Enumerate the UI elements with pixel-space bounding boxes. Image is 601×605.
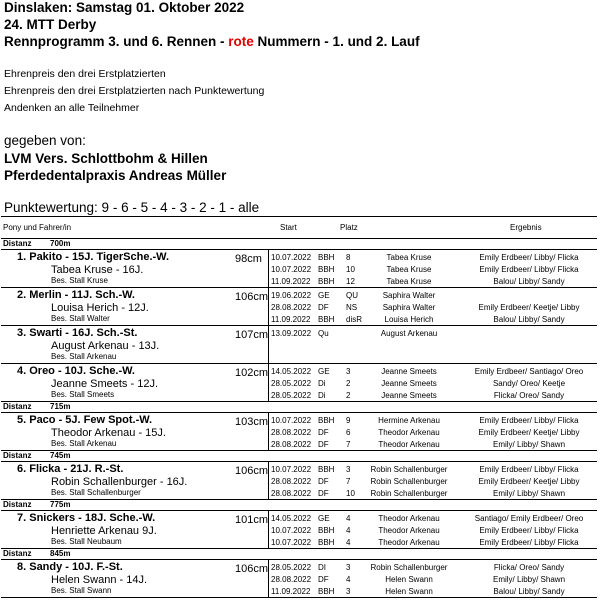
result-driver: August Arkenau [380, 329, 438, 338]
result-ranking: Emily Erdbeer/ Libby/ Flicka [479, 253, 579, 262]
result-place: QU [346, 291, 358, 300]
result-date: 28.08.2022 [271, 489, 312, 498]
result-track: BBH [318, 315, 335, 324]
result-date: 14.05.2022 [271, 367, 312, 376]
distance-value: 745m [50, 451, 71, 460]
result-place: 12 [346, 277, 355, 286]
horse-title: 1. Pakito - 15J. TigerSche.-W. [17, 251, 170, 263]
result-date: 10.07.2022 [271, 526, 312, 535]
result-track: BBH [318, 416, 335, 425]
result-place: 7 [346, 477, 351, 486]
result-driver: Theodor Arkenau [378, 428, 440, 437]
result-place: 4 [346, 526, 351, 535]
result-driver: Saphira Walter [382, 303, 436, 312]
result-ranking: Santiago/ Emily Erdbeer/ Oreo [474, 514, 584, 523]
distance-row [1, 239, 597, 250]
result-place: 3 [346, 465, 351, 474]
column-divider [268, 326, 269, 363]
result-ranking: Flicka/ Oreo/ Sandy [493, 563, 565, 572]
result-track: BBH [318, 253, 335, 262]
horse-entry [1, 511, 597, 549]
col-result: Ergebnis [510, 223, 542, 232]
table-body [1, 239, 597, 598]
result-driver: Louisa Herich [384, 315, 434, 324]
horse-entry [1, 250, 597, 288]
result-track: DI [318, 563, 326, 572]
horse-entry [1, 462, 597, 500]
column-divider [268, 511, 269, 548]
column-divider [268, 364, 269, 401]
horse-entry [1, 560, 597, 598]
result-ranking: Emily Erdbeer/ Libby/ Flicka [479, 416, 579, 425]
result-driver: Tabea Kruse [386, 253, 432, 262]
result-ranking: Emily/ Libby/ Shawn [492, 575, 566, 584]
result-date: 28.08.2022 [271, 428, 312, 437]
horse-height: 101cm [235, 514, 269, 526]
result-date: 11.09.2022 [271, 587, 311, 596]
result-date: 28.08.2022 [271, 477, 312, 486]
result-ranking: Emily Erdbeer/ Libby/ Flicka [479, 526, 579, 535]
horse-title: 7. Snickers - 18J. Sche.-W. [17, 512, 156, 524]
result-driver: Jeanne Smeets [381, 379, 437, 388]
sponsor-1: LVM Vers. Schlottbohm & Hillen [4, 151, 208, 166]
result-date: 10.07.2022 [271, 538, 312, 547]
distance-row [1, 500, 597, 511]
race-table [1, 216, 597, 598]
header-line-3-red: rote [228, 34, 254, 49]
result-place: 8 [346, 253, 351, 262]
result-place: 2 [346, 391, 351, 400]
result-date: 28.05.2022 [271, 379, 312, 388]
column-divider [268, 560, 269, 597]
horse-height: 106cm [235, 465, 269, 477]
result-date: 28.08.2022 [271, 575, 312, 584]
result-place: 3 [346, 587, 351, 596]
result-driver: Theodor Arkenau [378, 538, 440, 547]
result-place: 3 [346, 563, 351, 572]
horse-stable: Bes. Stall Schallenburger [51, 488, 141, 497]
col-pony: Pony und Fahrer/in [3, 223, 72, 232]
result-ranking: Flicka/ Oreo/ Sandy [493, 391, 565, 400]
distance-row [1, 549, 597, 560]
result-track: BBH [318, 465, 335, 474]
result-place: 6 [346, 428, 351, 437]
horse-height: 106cm [235, 291, 269, 303]
horse-stable: Bes. Stall Kruse [51, 276, 108, 285]
horse-stable: Bes. Stall Neubaum [51, 537, 122, 546]
distance-label: Distanz [3, 402, 32, 411]
result-place: 2 [346, 379, 351, 388]
result-date: 10.07.2022 [271, 265, 312, 274]
distance-label: Distanz [3, 500, 32, 509]
horse-height: 102cm [235, 367, 269, 379]
result-driver: Theodor Arkenau [378, 514, 440, 523]
result-track: GE [318, 367, 330, 376]
result-track: DF [318, 440, 329, 449]
column-divider [268, 250, 269, 287]
result-track: BBH [318, 277, 335, 286]
horse-title: 3. Swarti - 16J. Sch.-St. [17, 327, 138, 339]
result-driver: Robin Schallenburger [370, 477, 448, 486]
distance-row [1, 451, 597, 462]
result-date: 28.05.2022 [271, 563, 312, 572]
horse-title: 8. Sandy - 10J. F.-St. [17, 561, 123, 573]
result-driver: Helen Swann [385, 575, 433, 584]
result-driver: Robin Schallenburger [370, 489, 448, 498]
result-driver: Jeanne Smeets [381, 367, 437, 376]
result-ranking: Emily Erdbeer/ Libby/ Flicka [479, 465, 579, 474]
column-divider [268, 288, 269, 325]
horse-entry [1, 326, 597, 364]
result-ranking: Sandy/ Oreo/ Keetje [492, 379, 566, 388]
result-track: DF [318, 489, 329, 498]
result-date: 28.08.2022 [271, 440, 312, 449]
result-ranking: Emily Erdbeer/ Libby/ Flicka [479, 538, 579, 547]
result-driver: Theodor Arkenau [378, 526, 440, 535]
horse-rider: Theodor Arkenau - 15J. [51, 427, 166, 439]
horse-rider: Henriette Arkenau 9J. [51, 525, 157, 537]
points-line: Punktewertung: 9 - 6 - 5 - 4 - 3 - 2 - 1 - alle [4, 200, 260, 215]
result-place: 3 [346, 367, 351, 376]
result-track: DF [318, 575, 329, 584]
header-line-3-a: Rennprogramm 3. und 6. Rennen - [4, 34, 229, 49]
distance-label: Distanz [3, 451, 32, 460]
result-place: 10 [346, 489, 355, 498]
result-date: 14.05.2022 [271, 514, 312, 523]
col-start: Start [280, 223, 297, 232]
result-driver: Tabea Kruse [386, 265, 432, 274]
result-track: GE [318, 514, 330, 523]
distance-value: 700m [50, 239, 71, 248]
result-driver: Tabea Kruse [386, 277, 432, 286]
distance-label: Distanz [3, 239, 32, 248]
result-date: 19.06.2022 [271, 291, 312, 300]
result-ranking: Emily Erdbeer/ Santiago/ Oreo [474, 367, 584, 376]
result-place: 4 [346, 575, 351, 584]
result-date: 10.07.2022 [271, 416, 312, 425]
distance-row [1, 402, 597, 413]
result-date: 28.08.2022 [271, 303, 312, 312]
horse-stable: Bes. Stall Smeets [51, 390, 115, 399]
result-track: BBH [318, 265, 335, 274]
result-ranking: Emily/ Libby/ Shawn [492, 440, 566, 449]
horse-rider: Louisa Herich - 12J. [51, 302, 149, 314]
distance-value: 775m [50, 500, 71, 509]
result-date: 11.09.2022 [271, 315, 311, 324]
result-track: DF [318, 477, 329, 486]
horse-height: 98cm [235, 253, 262, 265]
distance-label: Distanz [3, 549, 32, 558]
horse-title: 4. Oreo - 10J. Sche.-W. [17, 365, 135, 377]
result-date: 10.07.2022 [271, 465, 312, 474]
horse-rider: August Arkenau - 13J. [51, 340, 160, 352]
prize-1: Ehrenpreis den drei Erstplatzierten [4, 68, 166, 80]
horse-entry [1, 364, 597, 402]
horse-height: 103cm [235, 416, 269, 428]
result-track: Di [318, 391, 326, 400]
horse-entry [1, 288, 597, 326]
result-driver: Hermine Arkenau [378, 416, 440, 425]
result-place: 4 [346, 514, 351, 523]
horse-title: 5. Paco - 5J. Few Spot.-W. [17, 414, 153, 426]
result-place: 10 [346, 265, 355, 274]
result-date: 10.07.2022 [271, 253, 312, 262]
horse-stable: Bes. Stall Arkenau [51, 352, 117, 361]
header-line-2: 24. MTT Derby [4, 17, 97, 32]
horse-stable: Bes. Stall Arkenau [51, 439, 117, 448]
result-date: 28.05.2022 [271, 391, 312, 400]
result-track: GE [318, 291, 330, 300]
result-ranking: Emily Erdbeer/ Keetje/ Libby [478, 303, 580, 312]
result-ranking: Emily Erdbeer/ Keetje/ Libby [478, 477, 580, 486]
horse-height: 107cm [235, 329, 269, 341]
result-track: BBH [318, 526, 335, 535]
result-place: 7 [346, 440, 351, 449]
result-driver: Robin Schallenburger [370, 563, 448, 572]
header-line-1: Dinslaken: Samstag 01. Oktober 2022 [4, 0, 245, 15]
column-divider [268, 462, 269, 499]
result-track: DF [318, 428, 329, 437]
horse-rider: Jeanne Smeets - 12J. [51, 378, 159, 390]
result-track: BBH [318, 587, 335, 596]
result-place: 4 [346, 538, 351, 547]
given-by-label: gegeben von: [4, 133, 86, 148]
result-driver: Saphira Walter [382, 291, 436, 300]
result-date: 13.09.2022 [271, 329, 312, 338]
horse-height: 106cm [235, 563, 269, 575]
horse-rider: Robin Schallenburger - 16J. [51, 476, 188, 488]
result-ranking: Balou/ Libby/ Sandy [493, 277, 565, 286]
header-line-3-b: Nummern - 1. und 2. Lauf [253, 34, 420, 49]
result-ranking: Balou/ Libby/ Sandy [493, 587, 565, 596]
horse-rider: Helen Swann - 14J. [51, 574, 147, 586]
table-header [1, 216, 597, 239]
distance-value: 845m [50, 549, 71, 558]
horse-entry [1, 413, 597, 451]
horse-stable: Bes. Stall Swann [51, 586, 112, 595]
result-ranking: Emily Erdbeer/ Libby/ Flicka [479, 265, 579, 274]
column-divider [268, 413, 269, 450]
result-date: 11.09.2022 [271, 277, 311, 286]
result-place: NS [346, 303, 358, 312]
result-ranking: Emily/ Libby/ Shawn [492, 489, 566, 498]
horse-rider: Tabea Kruse - 16J. [51, 264, 144, 276]
result-driver: Helen Swann [385, 587, 433, 596]
horse-stable: Bes. Stall Walter [51, 314, 110, 323]
col-place: Platz [340, 223, 358, 232]
result-track: BBH [318, 538, 335, 547]
result-driver: Robin Schallenburger [370, 465, 448, 474]
result-ranking: Balou/ Libby/ Sandy [493, 315, 565, 324]
result-driver: Theodor Arkenau [378, 440, 440, 449]
prize-3: Andenken an alle Teilnehmer [4, 102, 140, 114]
sponsor-2: Pferdedentalpraxis Andreas Müller [4, 168, 227, 183]
header-line-3 [4, 34, 420, 50]
prize-2: Ehrenpreis den drei Erstplatzierten nach Punktewertung [4, 85, 265, 97]
result-place: 9 [346, 416, 351, 425]
distance-value: 715m [50, 402, 71, 411]
result-track: DF [318, 303, 329, 312]
result-ranking: Emily Erdbeer/ Keetje/ Libby [478, 428, 580, 437]
result-track: Di [318, 379, 326, 388]
result-place: disR [346, 315, 363, 324]
horse-title: 6. Flicka - 21J. R.-St. [17, 463, 124, 475]
horse-title: 2. Merlin - 11J. Sch.-W. [17, 289, 135, 301]
result-driver: Jeanne Smeets [381, 391, 437, 400]
result-track: Qu [318, 329, 329, 338]
